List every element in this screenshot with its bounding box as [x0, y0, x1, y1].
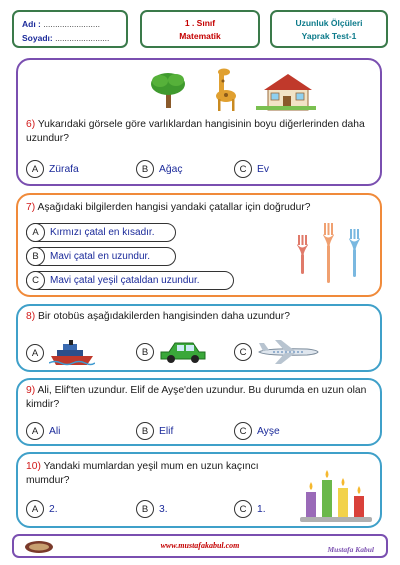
option-text: Mavi çatal en uzundur.	[50, 251, 151, 262]
question-9-number: 9)	[26, 385, 36, 396]
red-fork-icon	[297, 235, 308, 274]
tree-giraffe-house-illustration	[146, 66, 318, 112]
question-10-text	[26, 460, 290, 488]
name-label: Adı :	[22, 19, 41, 29]
option-letter: C	[234, 343, 252, 361]
option-text: 1.	[257, 503, 266, 515]
name-blank[interactable]: ........................	[43, 19, 100, 29]
q9-option-a[interactable]	[26, 422, 60, 440]
car-icon	[159, 340, 207, 364]
question-8-number: 8)	[26, 311, 36, 322]
option-letter: A	[26, 223, 45, 242]
q9-option-b[interactable]	[136, 422, 173, 440]
option-text: Kırmızı çatal en kısadır.	[50, 227, 155, 238]
question-6-text	[26, 118, 372, 146]
option-letter: A	[26, 344, 44, 362]
forks-illustration	[290, 221, 370, 287]
tree-icon	[151, 73, 185, 108]
airplane-icon	[257, 340, 319, 364]
q6-option-b[interactable]	[136, 160, 182, 178]
question-6-prompt: Yukarıdaki görsele göre varlıklardan hangisinin boyu diğerlerinden daha uzundur?	[26, 119, 365, 144]
giraffe-icon	[216, 69, 236, 112]
option-text: Mavi çatal yeşil çataldan uzundur.	[50, 275, 200, 286]
question-9-text	[26, 384, 372, 412]
blue-fork-icon	[349, 229, 360, 277]
option-letter: A	[26, 500, 44, 518]
question-9-prompt: Ali, Elif'ten uzundur. Elif de Ayşe'den uzundur. Bu durumda en uzun olan kimdir?	[26, 385, 367, 410]
option-letter: C	[234, 422, 252, 440]
q8-option-b[interactable]	[136, 340, 207, 364]
question-9-box	[16, 378, 382, 446]
question-7-number: 7)	[26, 202, 36, 213]
surname-label: Soyadı:	[22, 33, 53, 43]
option-letter: A	[26, 422, 44, 440]
q8-option-a[interactable]	[26, 340, 95, 366]
orange-fork-icon	[323, 223, 334, 283]
yellow-candle-icon	[338, 478, 348, 518]
option-text: Ali	[49, 425, 61, 437]
question-7-prompt: Aşağıdaki bilgilerden hangisi yandaki çatallar için doğrudur?	[37, 202, 311, 213]
q6-option-a[interactable]	[26, 160, 79, 178]
question-7-text	[26, 201, 372, 215]
grade-subject-box	[140, 10, 260, 48]
subject-label: Matematik	[179, 31, 221, 41]
question-7-box	[16, 193, 382, 297]
q7-option-a[interactable]	[26, 223, 176, 242]
option-letter: C	[26, 271, 45, 290]
purple-candle-icon	[306, 482, 316, 518]
option-text: Zürafa	[49, 163, 79, 175]
footer	[12, 534, 388, 558]
q10-option-a[interactable]	[26, 500, 58, 518]
question-6-box	[16, 58, 382, 186]
option-text: Ev	[257, 163, 270, 175]
question-8-text	[26, 310, 372, 324]
option-letter: B	[26, 247, 45, 266]
question-10-number: 10)	[26, 461, 41, 472]
website-link[interactable]: www.mustafakabul.com	[160, 541, 240, 550]
candles-illustration	[300, 468, 376, 524]
q10-option-c[interactable]	[234, 500, 266, 518]
option-letter: B	[136, 422, 154, 440]
ship-icon	[49, 340, 95, 366]
option-letter: A	[26, 160, 44, 178]
question-6-number: 6)	[26, 119, 36, 130]
grade-label: 1 . Sınıf	[184, 18, 216, 28]
question-8-box	[16, 304, 382, 372]
question-8-prompt: Bir otobüs aşağıdakilerden hangisinden daha uzundur?	[38, 311, 290, 322]
q7-option-c[interactable]	[26, 271, 234, 290]
question-10-box	[16, 452, 382, 528]
option-text: Elif	[159, 425, 174, 437]
option-text: Ayşe	[257, 425, 280, 437]
q8-option-c[interactable]	[234, 340, 319, 364]
option-text: Ağaç	[159, 163, 183, 175]
option-letter: B	[136, 160, 154, 178]
surname-blank[interactable]: .......................	[55, 33, 110, 43]
red-candle-icon	[354, 486, 364, 518]
q6-option-c[interactable]	[234, 160, 269, 178]
house-icon	[256, 74, 316, 110]
q7-option-b[interactable]	[26, 247, 176, 266]
question-10-prompt: Yandaki mumlardan yeşil mum en uzun kaçıncı mumdur?	[26, 461, 259, 486]
q10-option-b[interactable]	[136, 500, 168, 518]
author-signature: Mustafa Kabul	[327, 545, 374, 554]
option-letter: B	[136, 343, 154, 361]
option-text: 2.	[49, 503, 58, 515]
student-info-box	[12, 10, 128, 48]
option-letter: C	[234, 160, 252, 178]
test-label: Yaprak Test-1	[301, 31, 357, 41]
green-candle-icon	[322, 470, 332, 518]
option-letter: B	[136, 500, 154, 518]
option-text: 3.	[159, 503, 168, 515]
q9-option-c[interactable]	[234, 422, 280, 440]
option-letter: C	[234, 500, 252, 518]
topic-box	[270, 10, 388, 48]
topic-label: Uzunluk Ölçüleri	[295, 18, 363, 28]
